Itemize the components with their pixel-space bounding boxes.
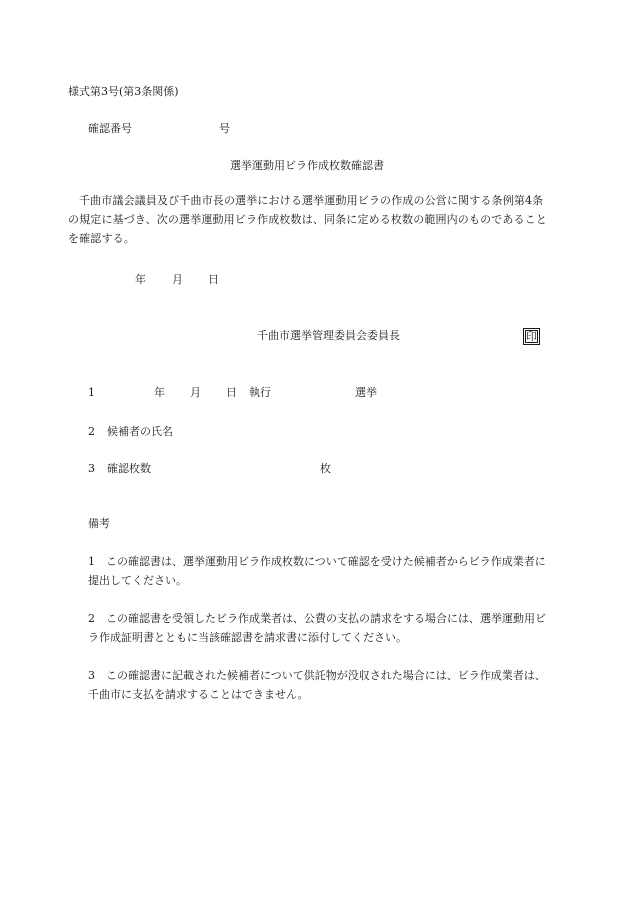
item1-year: 年 bbox=[154, 386, 165, 399]
item3-unit: 枚 bbox=[320, 462, 331, 475]
note1-number: 1 bbox=[88, 555, 95, 568]
note3-number: 3 bbox=[88, 669, 95, 682]
seal-icon bbox=[523, 328, 540, 345]
note3-text: この確認書に記載された候補者について供託物が没収された場合には、ビラ作成業者は、千曲市に支払を請求することはできません。 bbox=[88, 669, 546, 701]
item3-number: 3 bbox=[88, 462, 95, 475]
date-month: 月 bbox=[172, 273, 183, 286]
item1-day: 日 bbox=[226, 386, 237, 399]
remarks-heading: 備考 bbox=[88, 517, 110, 530]
seal-mark: 印 bbox=[526, 330, 537, 343]
confirmation-number-label: 確認番号 bbox=[88, 122, 132, 135]
date-day: 日 bbox=[208, 273, 219, 286]
note1-text: この確認書は、選挙運動用ビラ作成枚数について確認を受けた候補者からビラ作成業者に提出してください。 bbox=[88, 555, 546, 587]
issuer-name: 千曲市選挙管理委員会委員長 bbox=[257, 329, 400, 342]
item2-label: 候補者の氏名 bbox=[107, 425, 173, 438]
item1-month: 月 bbox=[190, 386, 201, 399]
item3-label: 確認枚数 bbox=[107, 462, 151, 475]
item1-election: 選挙 bbox=[355, 386, 377, 399]
item1-number: 1 bbox=[88, 386, 95, 399]
document-title: 選挙運動用ビラ作成枚数確認書 bbox=[230, 159, 384, 172]
date-year: 年 bbox=[135, 273, 146, 286]
form-label: 様式第3号(第3条関係) bbox=[68, 85, 179, 98]
note2-number: 2 bbox=[88, 612, 95, 625]
confirmation-number-suffix: 号 bbox=[219, 122, 230, 135]
note2-text: この確認書を受領したビラ作成業者は、公費の支払の請求をする場合には、選挙運動用ビラ作成証明書とともに当該確認書を請求書に添付してください。 bbox=[88, 612, 546, 644]
item2-number: 2 bbox=[88, 425, 95, 438]
body-paragraph: 千曲市議会議員及び千曲市長の選挙における選挙運動用ビラの作成の公営に関する条例第4条の規定に基づき、次の選挙運動用ビラ作成枚数は、同条に定める枚数の範囲内のものであることを確認する。 bbox=[68, 194, 548, 245]
item1-execution: 執行 bbox=[249, 386, 271, 399]
